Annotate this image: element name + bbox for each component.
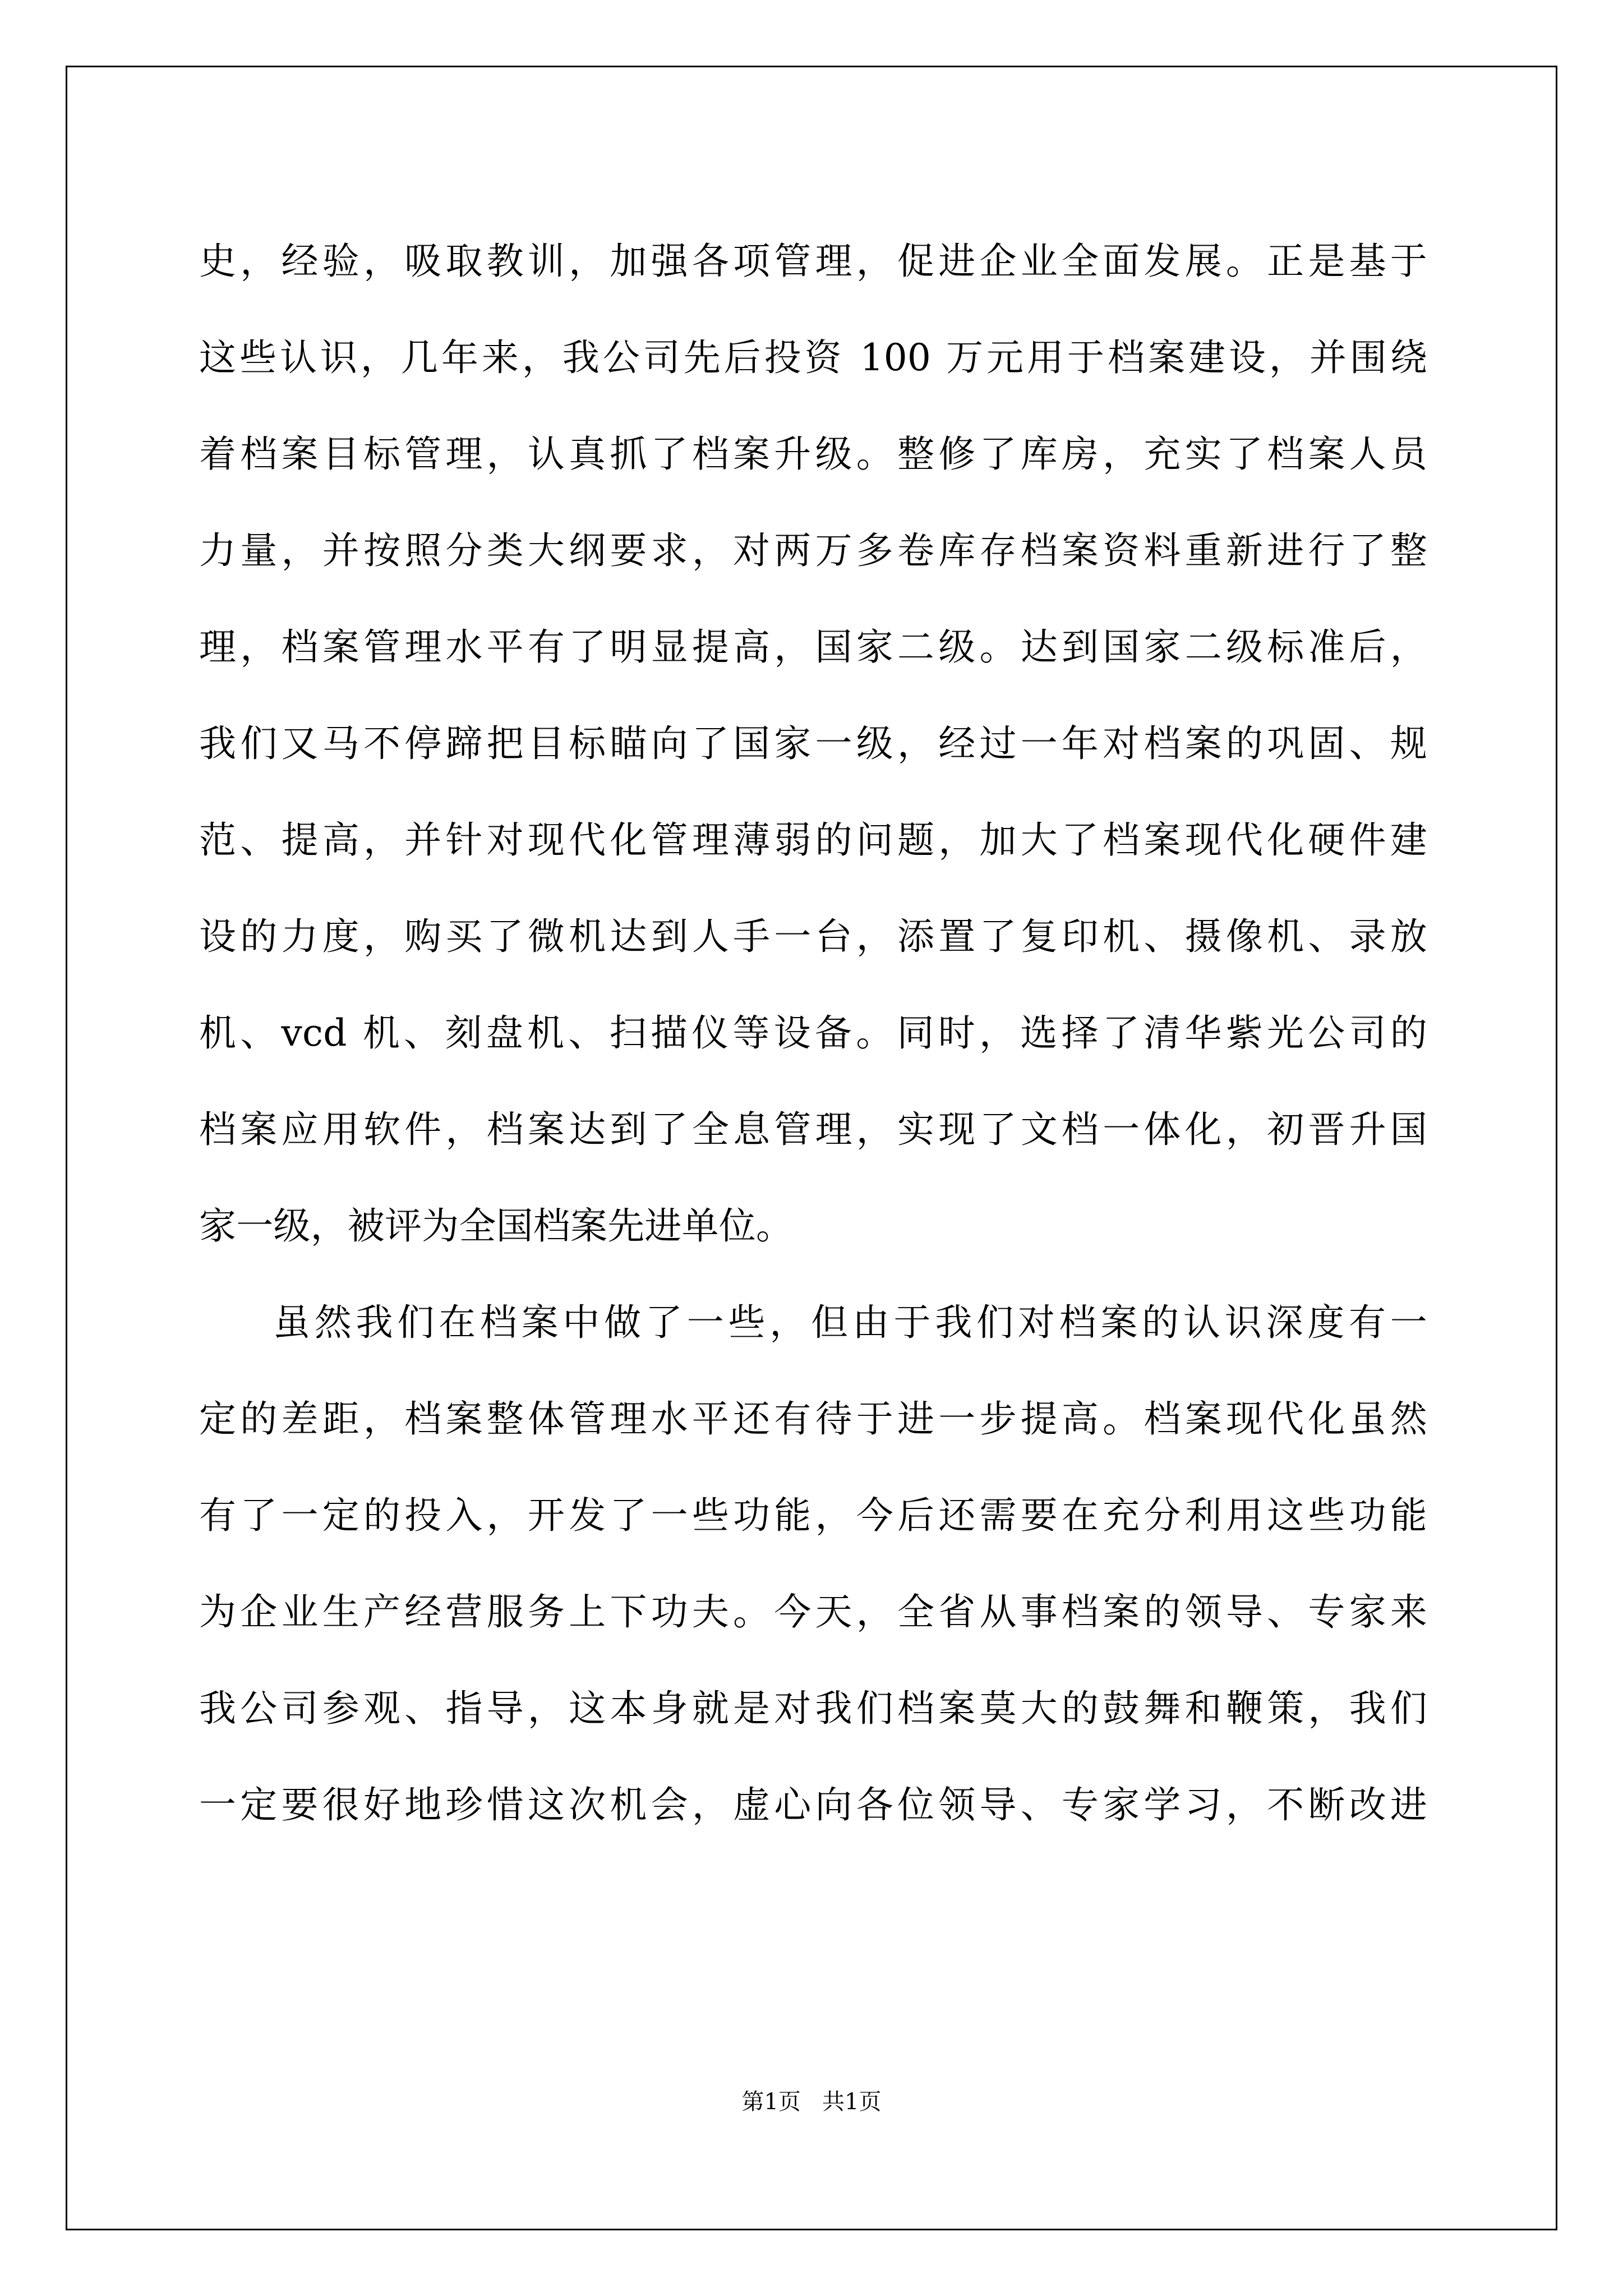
page-footer: 第1页 共1页 xyxy=(741,2089,882,2115)
text-line: 史，经验，吸取教训，加强各项管理，促进企业全面发展。正是基于 xyxy=(199,240,1427,283)
text-line: 我公司参观、指导，这本身就是对我们档案莫大的鼓舞和鞭策，我们 xyxy=(199,1687,1427,1730)
document-body xyxy=(199,213,1427,1853)
text-line: 设的力度，购买了微机达到人手一台，添置了复印机、摄像机、录放 xyxy=(199,915,1427,958)
text-line: 力量，并按照分类大纲要求，对两万多卷库存档案资料重新进行了整 xyxy=(199,529,1427,572)
text-line: 家一级，被评为全国档案先进单位。 xyxy=(199,1204,794,1248)
text-line: 我们又马不停蹄把目标瞄向了国家一级，经过一年对档案的巩固、规 xyxy=(199,722,1427,765)
text-line: 理，档案管理水平有了明显提高，国家二级。达到国家二级标准后， xyxy=(199,625,1427,669)
text-line: 虽然我们在档案中做了一些，但由于我们对档案的认识深度有一 xyxy=(273,1301,1427,1344)
text-line: 有了一定的投入，开发了一些功能，今后还需要在充分利用这些功能 xyxy=(199,1494,1427,1537)
text-line: 范、提高，并针对现代化管理薄弱的问题，加大了档案现代化硬件建 xyxy=(199,818,1427,862)
text-line: 定的差距，档案整体管理水平还有待于进一步提高。档案现代化虽然 xyxy=(199,1397,1427,1441)
text-line: 机、vcd 机、刻盘机、扫描仪等设备。同时，选择了清华紫光公司的 xyxy=(199,1011,1427,1055)
text-line: 这些认识，几年来，我公司先后投资 100 万元用于档案建设，并围绕 xyxy=(199,336,1427,379)
text-line: 着档案目标管理，认真抓了档案升级。整修了库房，充实了档案人员 xyxy=(199,432,1427,476)
text-line: 档案应用软件，档案达到了全息管理，实现了文档一体化，初晋升国 xyxy=(199,1108,1427,1151)
paragraph-2 xyxy=(199,1274,1427,1853)
paragraph-1 xyxy=(199,213,1427,1274)
text-line: 一定要很好地珍惜这次机会，虚心向各位领导、专家学习，不断改进 xyxy=(199,1783,1427,1826)
text-line: 为企业生产经营服务上下功夫。今天，全省从事档案的领导、专家来 xyxy=(199,1590,1427,1634)
